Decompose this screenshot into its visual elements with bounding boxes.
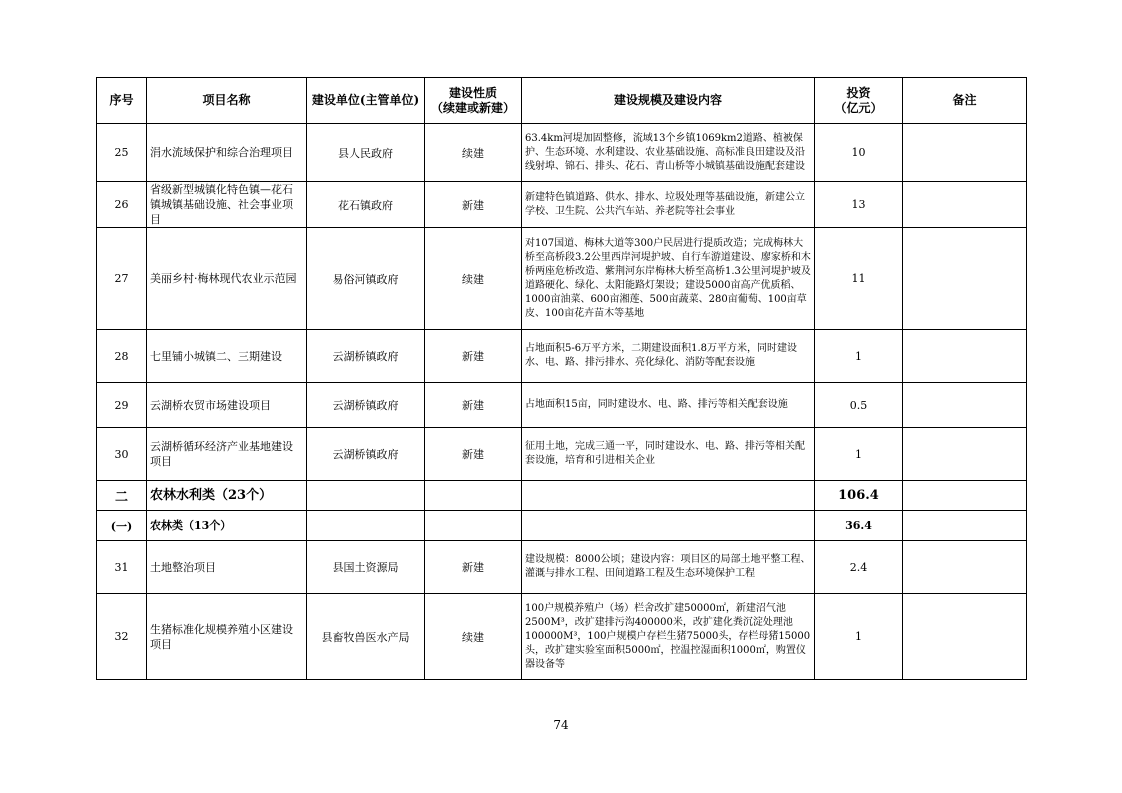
cell-type: 续建 (425, 124, 522, 182)
cell-note (903, 330, 1027, 383)
table-row (97, 330, 1027, 383)
cell-invest: 1 (815, 330, 903, 383)
subcategory-no: (一) (97, 511, 147, 541)
cell-type: 新建 (425, 182, 522, 228)
subcategory-invest: 36.4 (815, 511, 903, 541)
header-invest (815, 78, 903, 124)
cell-unit: 云湖桥镇政府 (307, 428, 425, 481)
cell-content: 占地面积5-6万平方米，二期建设面积1.8万平方米，同时建设水、电、路、排污排水、亮化绿化、消防等配套设施 (522, 330, 815, 383)
cell-no: 29 (97, 383, 147, 428)
cell-unit: 云湖桥镇政府 (307, 330, 425, 383)
subcategory-name: 农林类（13个） (147, 511, 307, 541)
cell-content: 新建特色镇道路、供水、排水、垃圾处理等基础设施，新建公立学校、卫生院、公共汽车站、养老院等社会事业 (522, 182, 815, 228)
cell-no: 32 (97, 594, 147, 680)
cell-no: 31 (97, 541, 147, 594)
header-invest-line1: 投资 (846, 85, 871, 100)
header-row (97, 78, 1027, 124)
cell-content: 对107国道、梅林大道等300户民居进行提质改造；完成梅林大桥至高桥段3.2公里西岸河堤护坡、自行车游道建设、廖家桥和木桥两座危桥改造、紫荆河东岸梅林大桥至高桥1.3公里河堤护坡及道路硬化、绿化、太阳能路灯架设；建设5000亩高产优质稻、1000亩油菜、600亩湘莲、500亩蔬菜、280亩葡萄、100亩草皮、100亩花卉苗木等基地 (522, 228, 815, 330)
project-table (96, 77, 1027, 680)
cell-no: 26 (97, 182, 147, 228)
table-row (97, 228, 1027, 330)
table-row (97, 428, 1027, 481)
cell-name: 七里铺小城镇二、三期建设 (147, 330, 307, 383)
cell-unit: 云湖桥镇政府 (307, 383, 425, 428)
cell-content: 63.4km河堤加固整修，流域13个乡镇1069km2道路、植被保护、生态环境、水利建设、农业基础设施、高标准良田建设及沿线射埠、锦石、排头、花石、青山桥等小城镇基础设施配套建设 (522, 124, 815, 182)
cell-unit: 易俗河镇政府 (307, 228, 425, 330)
category-row (97, 481, 1027, 511)
cell-invest: 11 (815, 228, 903, 330)
table-row (97, 541, 1027, 594)
cell-content: 建设规模：8000公顷；建设内容：项目区的局部土地平整工程、灌溉与排水工程、田间道路工程及生态环境保护工程 (522, 541, 815, 594)
cell-name: 云湖桥循环经济产业基地建设项目 (147, 428, 307, 481)
cell-invest: 1 (815, 428, 903, 481)
category-name: 农林水利类（23个） (147, 481, 307, 511)
cell-content: 100户规模养殖户（场）栏舍改扩建50000㎡，新建沼气池2500M³，改扩建排污沟400000米，改扩建化粪沉淀处理池100000M³，100户规模户存栏生猪75000头，存栏母猪15000头，改扩建实验室面积5000㎡，控温控湿面积1000㎡，购置仪器设备等 (522, 594, 815, 680)
header-unit: 建设单位(主管单位) (307, 78, 425, 124)
table-row (97, 383, 1027, 428)
cell-type: 新建 (425, 330, 522, 383)
table-row (97, 594, 1027, 680)
cell-note (903, 594, 1027, 680)
category-invest: 106.4 (815, 481, 903, 511)
cell-name: 土地整治项目 (147, 541, 307, 594)
cell-note (903, 541, 1027, 594)
cell-name: 云湖桥农贸市场建设项目 (147, 383, 307, 428)
header-type-line2: （续建或新建） (430, 100, 515, 115)
header-note: 备注 (903, 78, 1027, 124)
cell-type: 新建 (425, 383, 522, 428)
cell-type: 续建 (425, 228, 522, 330)
category-no: 二 (97, 481, 147, 511)
cell-invest: 10 (815, 124, 903, 182)
subcategory-row (97, 511, 1027, 541)
cell-invest: 1 (815, 594, 903, 680)
cell-name: 生猪标准化规模养殖小区建设项目 (147, 594, 307, 680)
cell-type: 续建 (425, 594, 522, 680)
cell-content: 征用土地，完成三通一平，同时建设水、电、路、排污等相关配套设施，培育和引进相关企业 (522, 428, 815, 481)
cell-unit: 县人民政府 (307, 124, 425, 182)
header-type (425, 78, 522, 124)
table-row (97, 182, 1027, 228)
cell-invest: 13 (815, 182, 903, 228)
page-number: 74 (553, 718, 569, 732)
header-no: 序号 (97, 78, 147, 124)
cell-name: 省级新型城镇化特色镇—花石镇城镇基础设施、社会事业项目 (147, 182, 307, 228)
cell-no: 25 (97, 124, 147, 182)
table-row (97, 124, 1027, 182)
cell-type: 新建 (425, 541, 522, 594)
cell-unit: 县畜牧兽医水产局 (307, 594, 425, 680)
cell-invest: 2.4 (815, 541, 903, 594)
cell-note (903, 428, 1027, 481)
header-content: 建设规模及建设内容 (522, 78, 815, 124)
cell-no: 28 (97, 330, 147, 383)
cell-unit: 花石镇政府 (307, 182, 425, 228)
cell-invest: 0.5 (815, 383, 903, 428)
cell-note (903, 182, 1027, 228)
cell-no: 27 (97, 228, 147, 330)
cell-name: 美丽乡村·梅林现代农业示范园 (147, 228, 307, 330)
cell-name: 涓水流域保护和综合治理项目 (147, 124, 307, 182)
cell-no: 30 (97, 428, 147, 481)
cell-content: 占地面积15亩，同时建设水、电、路、排污等相关配套设施 (522, 383, 815, 428)
cell-note (903, 228, 1027, 330)
cell-note (903, 383, 1027, 428)
header-type-line1: 建设性质 (448, 85, 497, 100)
cell-note (903, 124, 1027, 182)
cell-type: 新建 (425, 428, 522, 481)
header-invest-line2: （亿元） (834, 100, 883, 115)
header-name: 项目名称 (147, 78, 307, 124)
cell-unit: 县国土资源局 (307, 541, 425, 594)
